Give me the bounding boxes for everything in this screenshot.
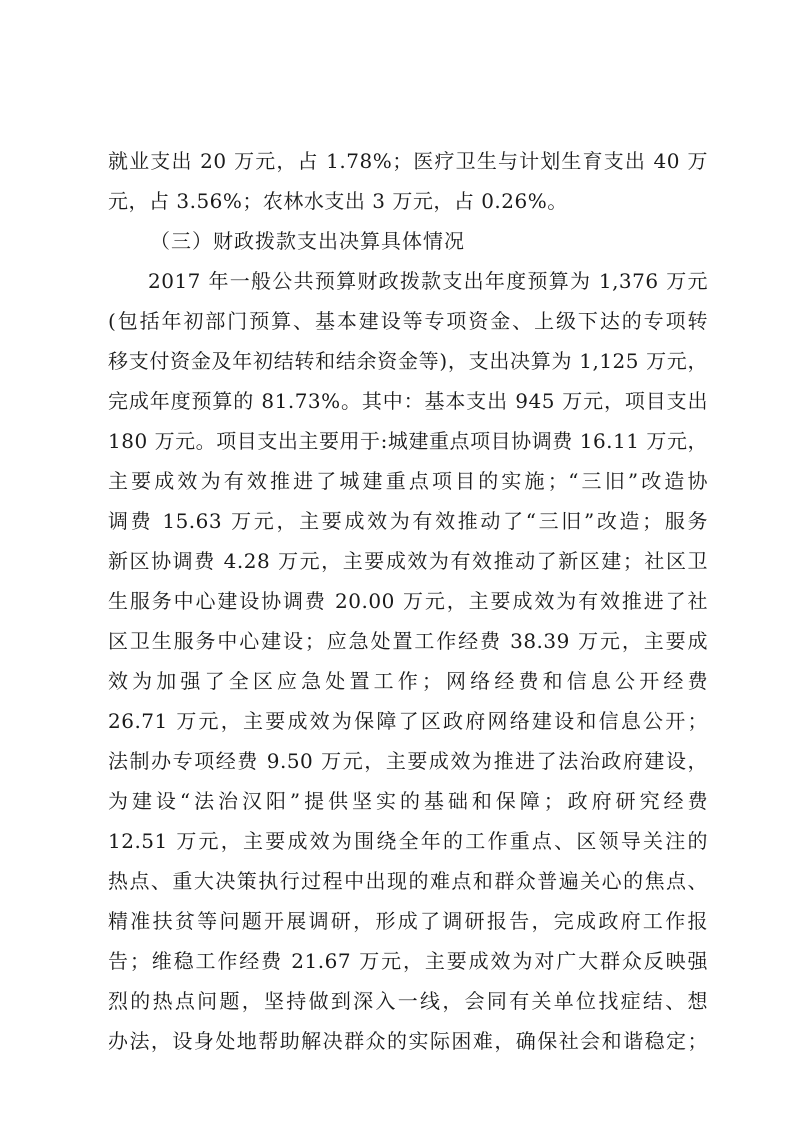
text-line: 180 万元。项目支出主要用于:城建重点项目协调费 16.11 万元， <box>108 429 708 453</box>
text-line: 新区协调费 4.28 万元，主要成效为有效推动了新区建；社区卫 <box>108 549 708 573</box>
text-line: 热点、重大决策执行过程中出现的难点和群众普遍关心的焦点、 <box>108 869 708 893</box>
text-line: 26.71 万元，主要成效为保障了区政府网络建设和信息公开； <box>108 709 708 733</box>
text-line: 移支付资金及年初结转和结余资金等)，支出决算为 1,125 万元， <box>108 349 708 373</box>
text-line: 区卫生服务中心建设；应急处置工作经费 38.39 万元，主要成 <box>108 629 708 653</box>
section-heading: （三）财政拨款支出决算具体情况 <box>150 229 465 253</box>
text-line: 完成年度预算的 81.73%。其中：基本支出 945 万元，项目支出 <box>108 389 708 413</box>
text-line: 烈的热点问题，坚持做到深入一线，会同有关单位找症结、想 <box>108 989 708 1013</box>
text-line: 2017 年一般公共预算财政拨款支出年度预算为 1,376 万元 <box>148 269 708 293</box>
text-line: 精准扶贫等问题开展调研，形成了调研报告，完成政府工作报 <box>108 909 708 933</box>
text-line: 12.51 万元，主要成效为围绕全年的工作重点、区领导关注的 <box>108 829 708 853</box>
text-line: 法制办专项经费 9.50 万元，主要成效为推进了法治政府建设， <box>108 749 708 773</box>
text-line: 生服务中心建设协调费 20.00 万元，主要成效为有效推进了社 <box>108 589 708 613</box>
text-line: 告；维稳工作经费 21.67 万元，主要成效为对广大群众反映强 <box>108 949 708 973</box>
text-line: 主要成效为有效推进了城建重点项目的实施；“三旧”改造协 <box>108 469 708 493</box>
text-line: 就业支出 20 万元，占 1.78%；医疗卫生与计划生育支出 40 万 <box>108 149 708 173</box>
text-line: 办法，设身处地帮助解决群众的实际困难，确保社会和谐稳定； <box>108 1029 708 1053</box>
text-line: (包括年初部门预算、基本建设等专项资金、上级下达的专项转 <box>108 309 708 333</box>
text-line: 效为加强了全区应急处置工作；网络经费和信息公开经费 <box>108 669 708 693</box>
text-line: 为建设“法治汉阳”提供坚实的基础和保障；政府研究经费 <box>108 789 708 813</box>
text-line: 调费 15.63 万元，主要成效为有效推动了“三旧”改造；服务 <box>108 509 708 533</box>
text-line: 元，占 3.56%；农林水支出 3 万元，占 0.26%。 <box>108 189 568 213</box>
